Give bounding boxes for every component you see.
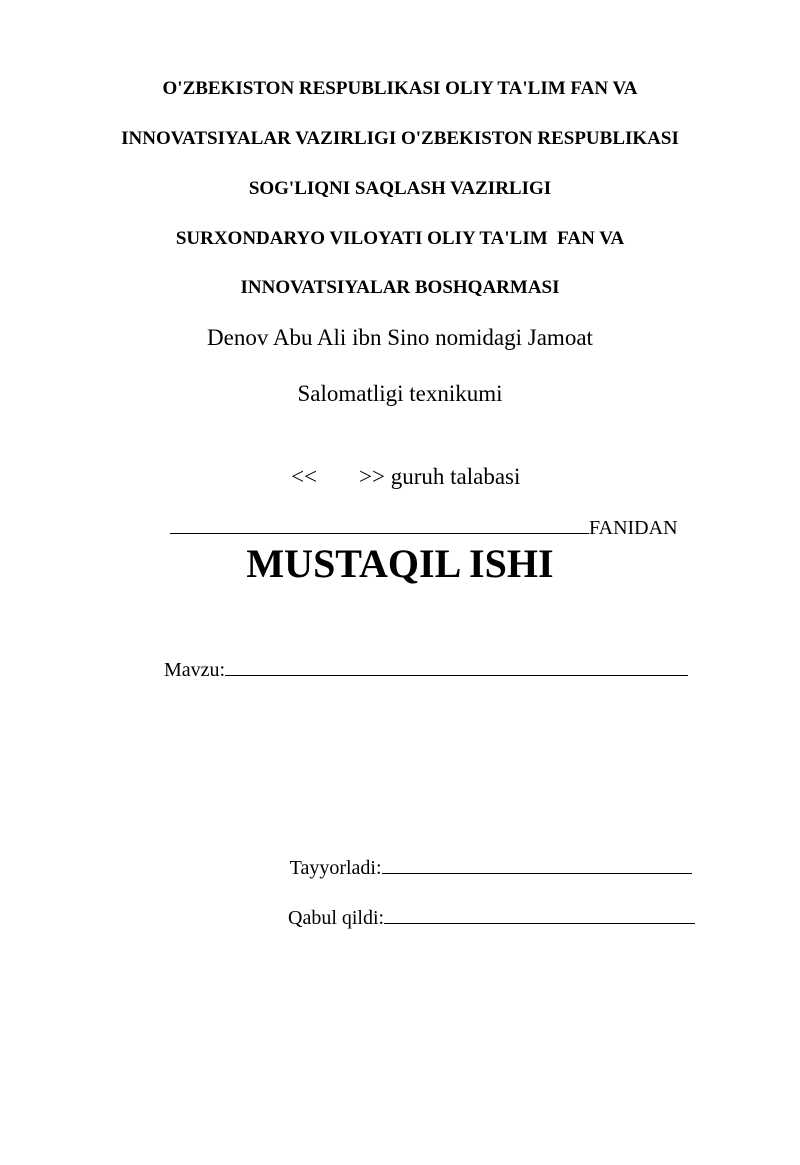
topic-line (154, 633, 688, 682)
prepared-blank (382, 855, 692, 874)
institution-line-2: Salomatligi texnikumi (297, 381, 503, 406)
ministry-line-2: INNOVATSIYALAR VAZIRLIGI O'ZBEKISTON RESPUBLIKASI (121, 128, 679, 149)
region-line-1: SURXONDARYO VILOYATI OLIY TA'LIM FAN VA (175, 228, 625, 249)
institution-line-1: Denov Abu Ali ibn Sino nomidagi Jamoat (207, 325, 593, 350)
accepted-line (278, 881, 695, 930)
ministry-line-3: SOG'LIQNI SAQLASH VAZIRLIGI (248, 178, 552, 199)
subject-suffix: FANIDAN (589, 517, 678, 539)
subject-line (160, 491, 678, 540)
region-line-2: INNOVATSIYALAR BOSHQARMASI (240, 277, 560, 298)
accepted-label: Qabul qildi: (288, 907, 385, 929)
prepared-line (280, 831, 692, 880)
group-suffix: >> guruh talabasi (359, 464, 521, 489)
accepted-blank (384, 905, 695, 924)
topic-blank (225, 657, 688, 676)
page-title: MUSTAQIL ISHI (246, 541, 554, 586)
subject-blank (170, 515, 589, 534)
ministry-line-1: O'ZBEKISTON RESPUBLIKASI OLIY TA'LIM FAN VA (162, 78, 638, 99)
prepared-label: Tayyorladi: (289, 857, 382, 879)
topic-label: Mavzu: (164, 659, 226, 681)
group-open-mark: << (291, 464, 318, 489)
group-line (0, 435, 800, 491)
